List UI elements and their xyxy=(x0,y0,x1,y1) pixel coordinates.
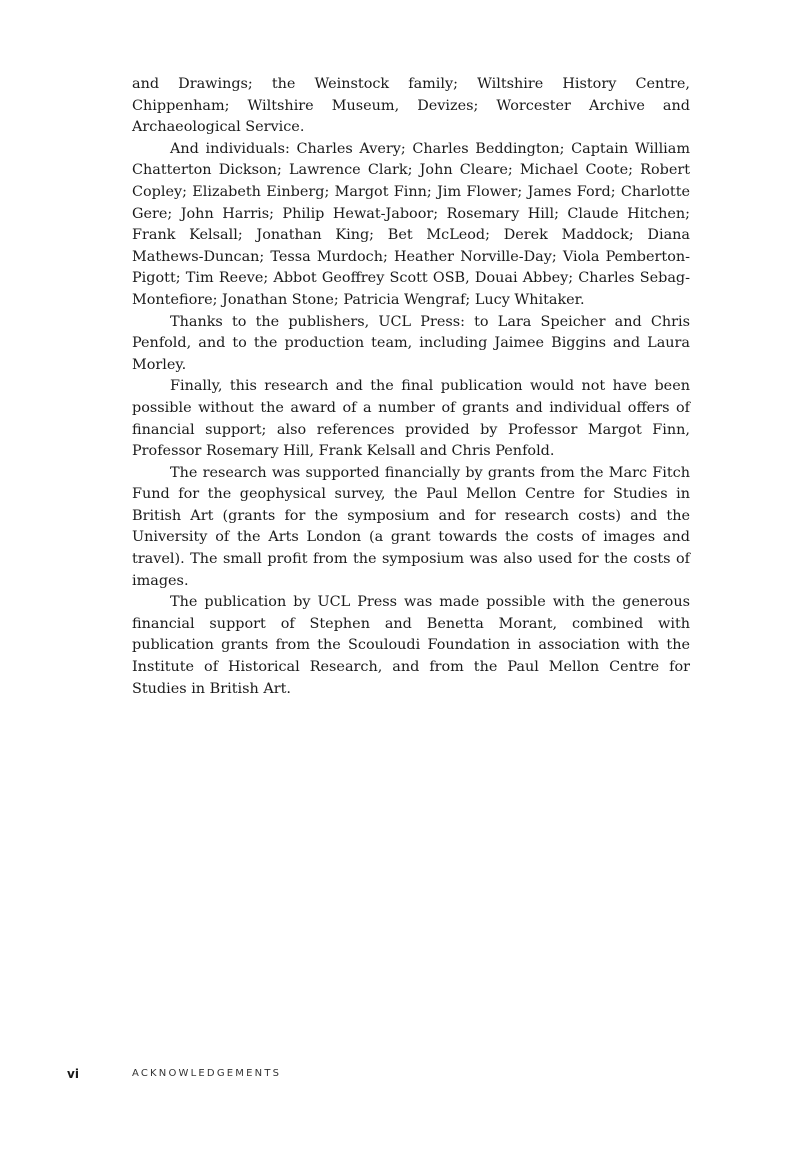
running-head: ACKNOWLEDGEMENTS xyxy=(132,1068,282,1079)
paragraph-continued: and Drawings; the Weinstock family; Wiltshire History Centre, Chippenham; Wiltshire Museum, Devizes; Worcester Archive and Archaeological Service. xyxy=(132,76,690,136)
paragraph-publication-support: The publication by UCL Press was made possible with the generous financial support of Stephen and Benetta Morant, combined with publication grants from the Scouloudi Foundation in association with the Institute of Historical Research, and from the Paul Mellon Centre for Studies in British Art. xyxy=(132,594,690,697)
page-number: vi xyxy=(67,1067,79,1081)
paragraph-research-funding: The research was supported financially by grants from the Marc Fitch Fund for the geophysical survey, the Paul Mellon Centre for Studies in British Art (grants for the symposium and for research costs) and the University of the Arts London (a grant towards the costs of images and travel). The small profit from the symposium was also used for the costs of images. xyxy=(132,464,690,589)
body-text xyxy=(132,74,690,700)
paragraph-publishers: Thanks to the publishers, UCL Press: to Lara Speicher and Chris Penfold, and to the production team, including Jaimee Biggins and Laura Morley. xyxy=(132,313,690,373)
paragraph-individuals: And individuals: Charles Avery; Charles Beddington; Captain William Chatterton Dickson; Lawrence Clark; John Cleare; Michael Coote; Robert Copley; Elizabeth Einberg; Margot Finn; Jim Flower; James Ford; Charlotte Gere; John Harris; Philip Hewat-Jaboor; Rosemary Hill; Claude Hitchen; Frank Kelsall; Jonathan King; Bet McLeod; Derek Maddock; Diana Mathews-Duncan; Tessa Murdoch; Heather Norville-Day; Viola Pemberton-Pigott; Tim Reeve; Abbot Geoffrey Scott OSB, Douai Abbey; Charles Sebag-Montefiore; Jonathan Stone; Patricia Wengraf; Lucy Whitaker. xyxy=(132,140,690,308)
page-footer xyxy=(67,1066,367,1082)
paragraph-grants: Finally, this research and the final publication would not have been possible without the award of a number of grants and individual offers of financial support; also references provided by Professor Margot Finn, Professor Rosemary Hill, Frank Kelsall and Chris Penfold. xyxy=(132,378,690,460)
